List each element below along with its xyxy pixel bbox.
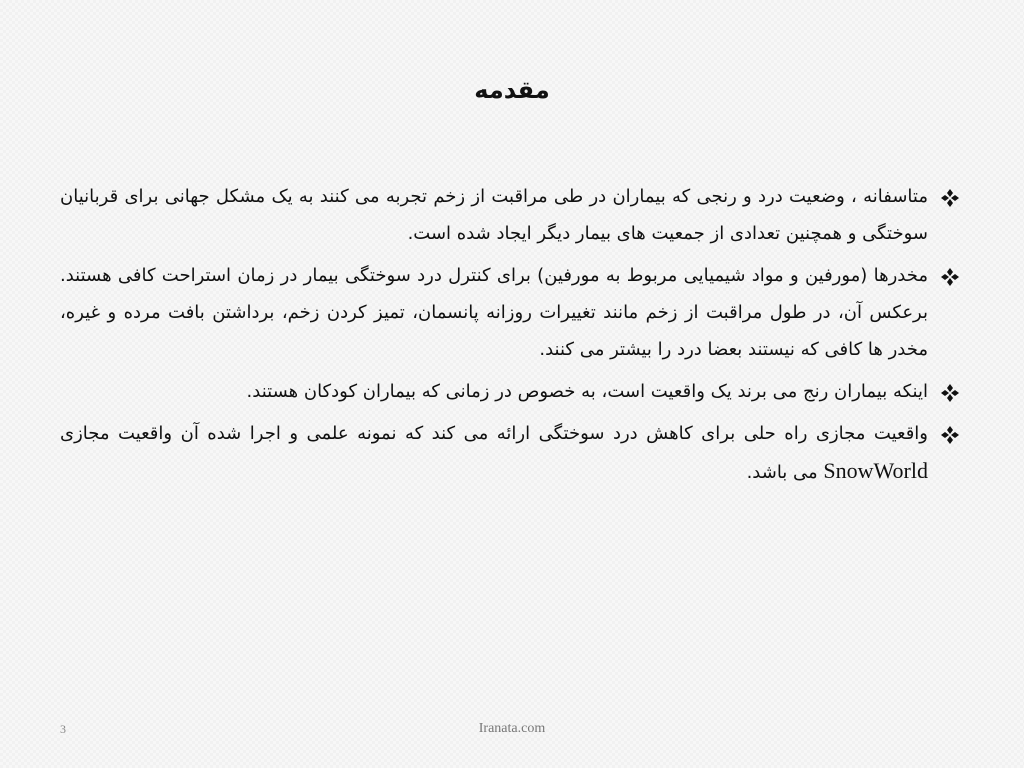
bullet-list xyxy=(60,178,964,496)
bullet-item-4 xyxy=(60,415,964,491)
four-diamond-bullet-icon xyxy=(940,383,960,403)
bullet-text-2: مخدرها (مورفین و مواد شیمیایی مربوط به مورفین) برای کنترل درد سوختگی بیمار در زمان استراحت کافی هستند. برعکس آن، در طول مراقبت از زخم مانند تغییرات روزانه پانسمان، تمیز کردن زخم، برداشتن بافت مرده و غیره، مخدر ها کافی که نیستند بعضا درد را بیشتر می کنند. xyxy=(60,265,928,360)
bullet-text-3: اینکه بیماران رنج می برند یک واقعیت است، به خصوص در زمانی که بیماران کودکان هستند. xyxy=(246,381,928,402)
slide-title: مقدمه xyxy=(474,76,550,104)
bullet-item-2 xyxy=(60,257,964,368)
bullet-item-3 xyxy=(60,373,964,410)
bullet-item-1 xyxy=(60,178,964,252)
bullet-text-4-before: واقعیت مجازی راه حلی برای کاهش درد سوختگی ارائه می کند که نمونه علمی و اجرا شده آن واقعیت مجازی xyxy=(60,423,928,444)
four-diamond-bullet-icon xyxy=(940,425,960,445)
four-diamond-bullet-icon xyxy=(940,188,960,208)
brand-name-snowworld: SnowWorld xyxy=(823,458,928,483)
footer-site-name: Iranata.com xyxy=(478,721,546,736)
four-diamond-bullet-icon xyxy=(940,267,960,287)
bullet-text-1: متاسفانه ، وضعیت درد و رنجی که بیماران در طی مراقبت از زخم تجربه می کنند به یک مشکل جهانی برای قربانیان سوختگی و همچنین تعدادی از جمعیت های بیمار دیگر ایجاد شده است. xyxy=(60,186,928,244)
bullet-text-4-after: می باشد. xyxy=(746,462,818,483)
page-number: 3 xyxy=(60,722,66,736)
